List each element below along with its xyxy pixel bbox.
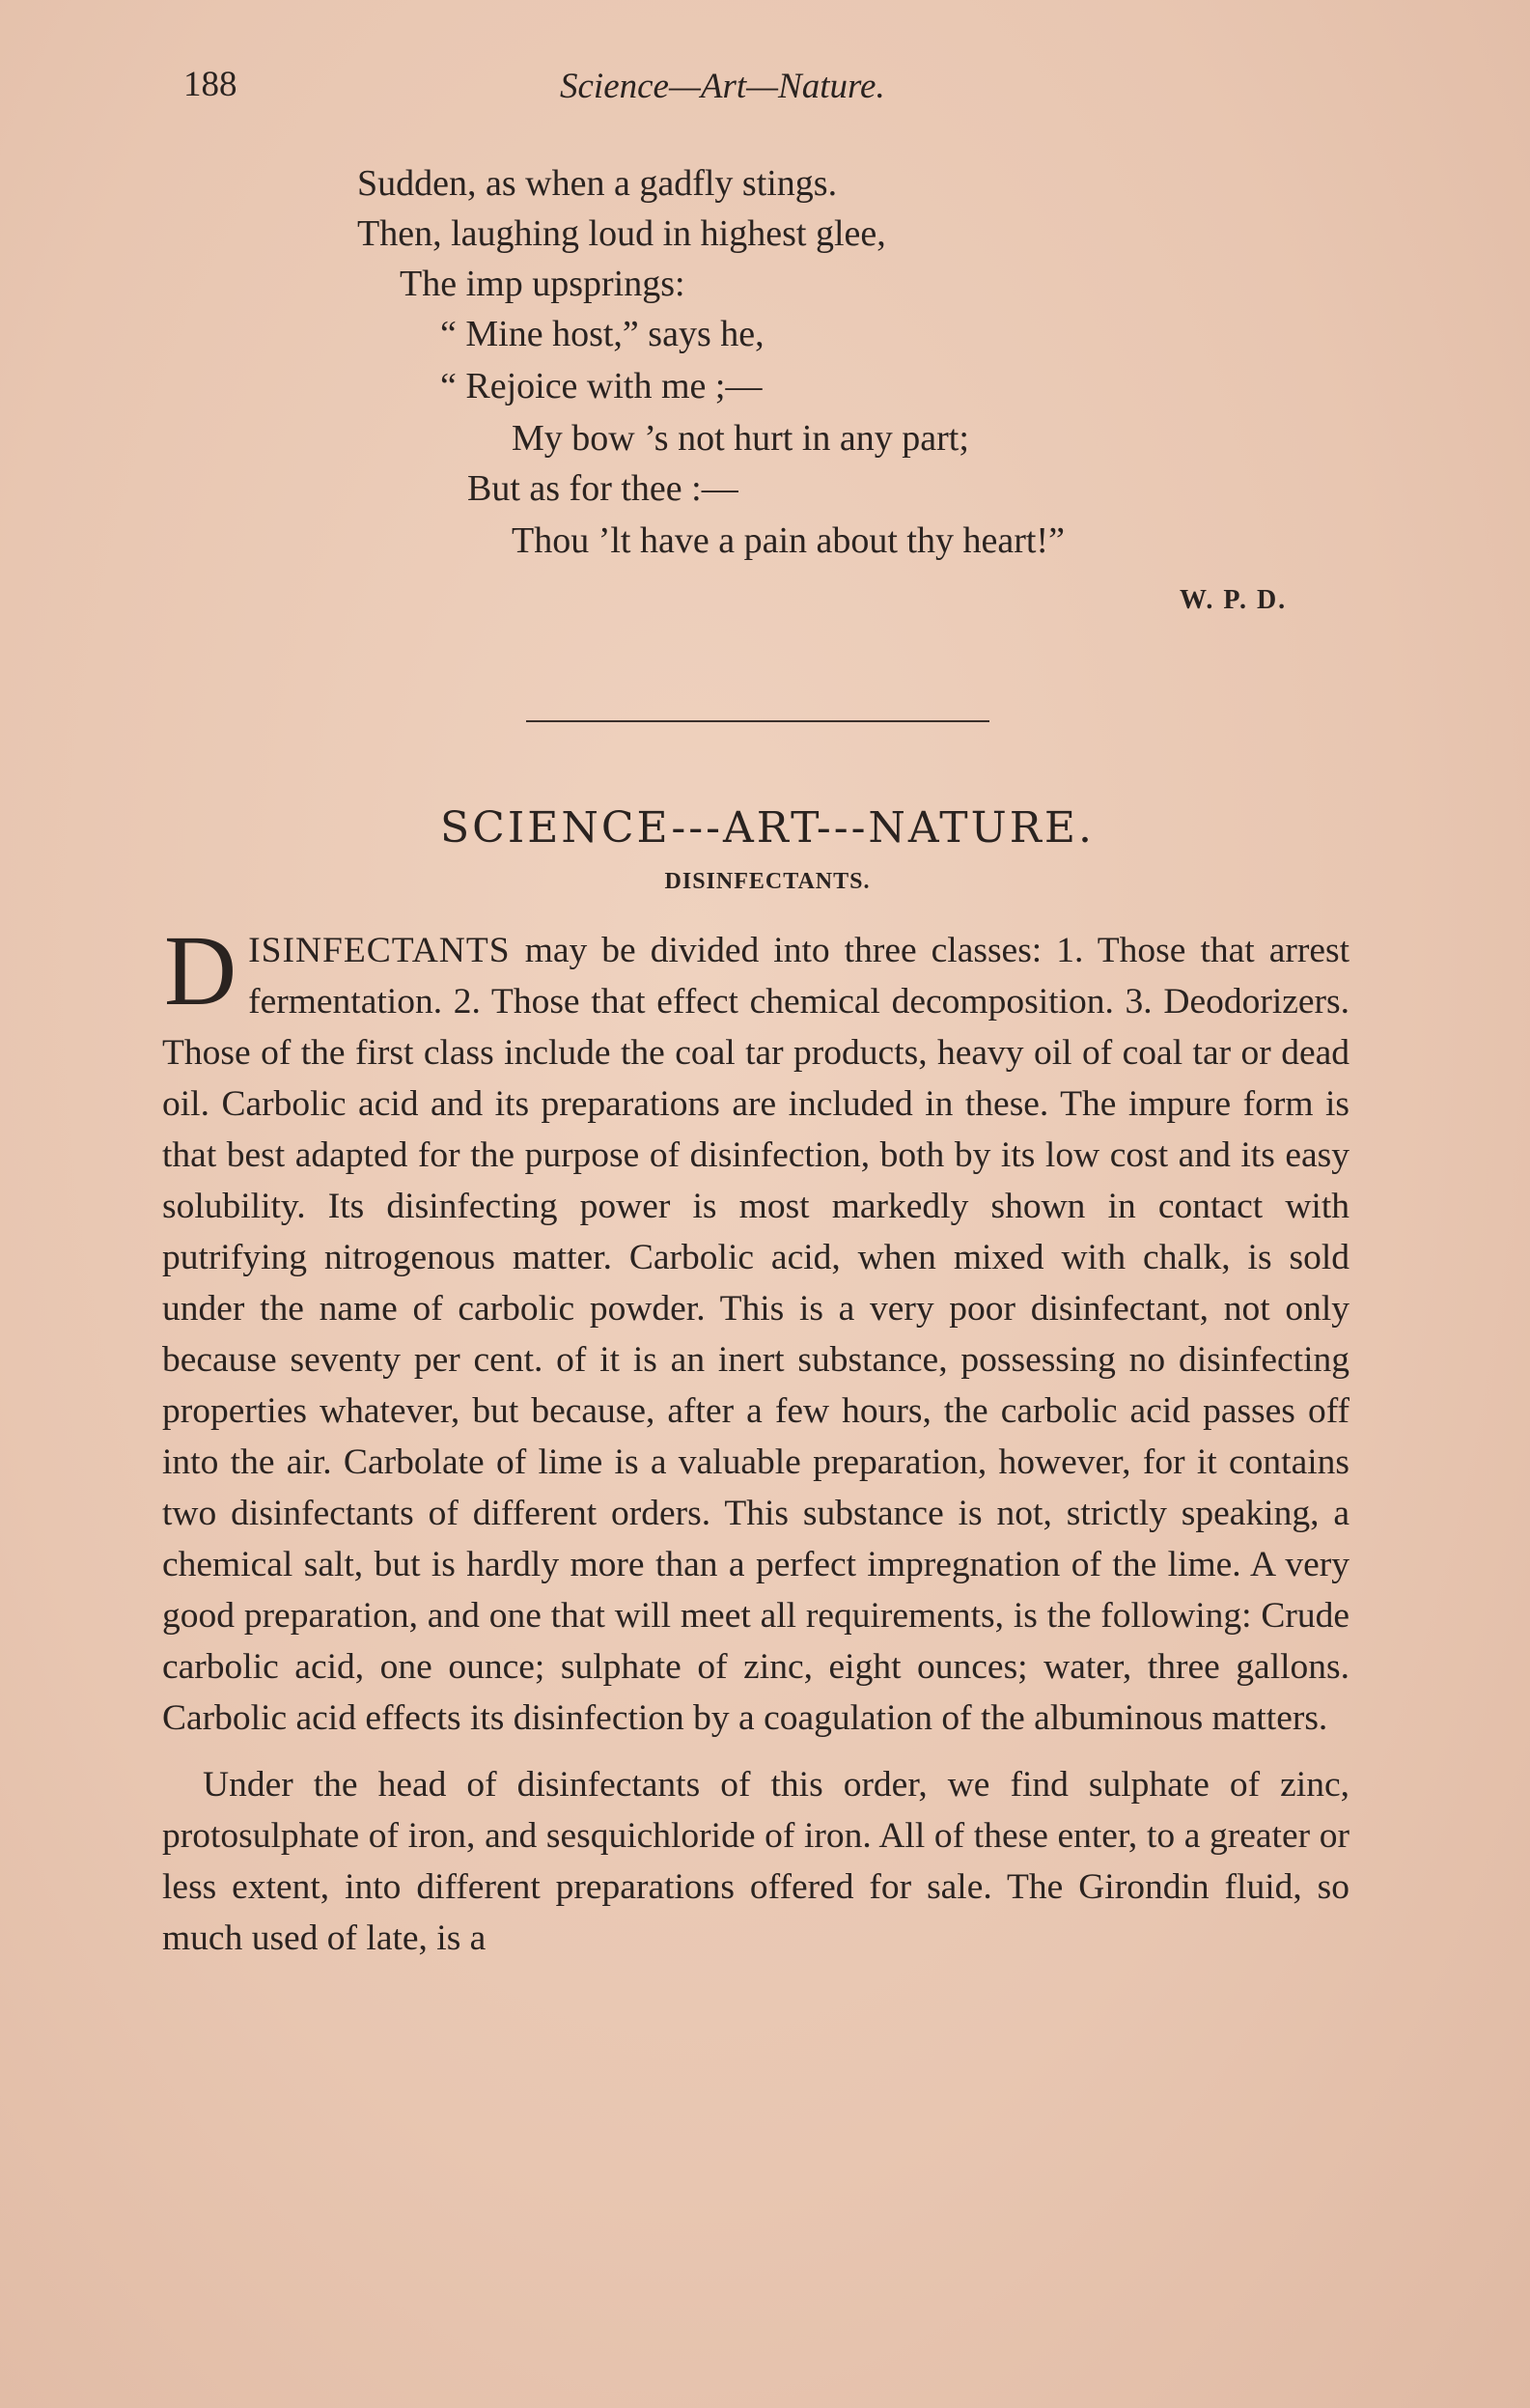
paragraph-text: may be divided into three classes: 1. Those that arrest fermentation. 2. Those that effect chemical decomposition. 3. Deodorizers. Those of the first class include the coal tar products, heavy oil of coal tar or dead oil. Carbolic acid and its preparations are included in these. The impure form is that best adapted for the purpose of disinfection, both by its low cost and its easy solubility. Its disinfecting power is most markedly shown in contact with putrifying nitrogenous matter. Carbolic acid, when mixed with chalk, is sold under the name of carbolic powder. This is a very poor disinfectant, not only because seventy per cent. of it is an inert substance, possessing no disinfecting properties whatever, but because, after a few hours, the carbolic acid passes off into the air. Carbolate of lime is a valuable preparation, however, for it contains two disinfectants of different orders. This substance is not, strictly speaking, a chemical salt, but is hardly more than a perfect impregnation of the lime. A very good preparation, and one that will meet all requirements, is the following: Crude carbolic acid, one ounce; sulphate of zinc, eight ounces; water, three gallons. Carbolic acid effects its disinfection by a coagulation of the albuminous matters. xyxy=(162,931,1350,1738)
poem-line: Sudden, as when a gadfly stings. xyxy=(357,163,838,204)
poem-line: “ Rejoice with me ;— xyxy=(440,366,763,406)
section-title: SCIENCE---ART---NATURE. xyxy=(440,803,1095,853)
running-title: Science—Art—Nature. xyxy=(560,67,885,106)
poem-line: But as for thee :— xyxy=(467,468,738,509)
running-head xyxy=(183,64,1342,112)
poem-line: “ Mine host,” says he, xyxy=(440,314,765,354)
poem-signature: W. P. D. xyxy=(1180,585,1288,615)
page-number: 188 xyxy=(183,65,237,104)
article-body xyxy=(162,915,1350,1964)
article-paragraph: Under the head of disinfectants of this order, we find sulphate of zinc, protosulphate of iron, and sesquichloride of iron. All of these enter, to a greater or less extent, into different preparations offered for sale. The Girondin fluid, so much used of late, is a xyxy=(162,1765,1349,1958)
poem-line: My bow ’s not hurt in any part; xyxy=(512,418,969,459)
poem-line: Thou ’lt have a pain about thy heart!” xyxy=(512,520,1065,561)
drop-cap: D xyxy=(164,915,237,1026)
article-subtitle: DISINFECTANTS. xyxy=(664,869,871,894)
article-paragraph xyxy=(162,915,1350,1744)
poem-line: Then, laughing loud in highest glee, xyxy=(357,213,886,254)
first-word: ISINFECTANTS xyxy=(248,931,511,970)
poem-line: The imp upsprings: xyxy=(400,264,685,304)
section-divider xyxy=(526,720,989,722)
